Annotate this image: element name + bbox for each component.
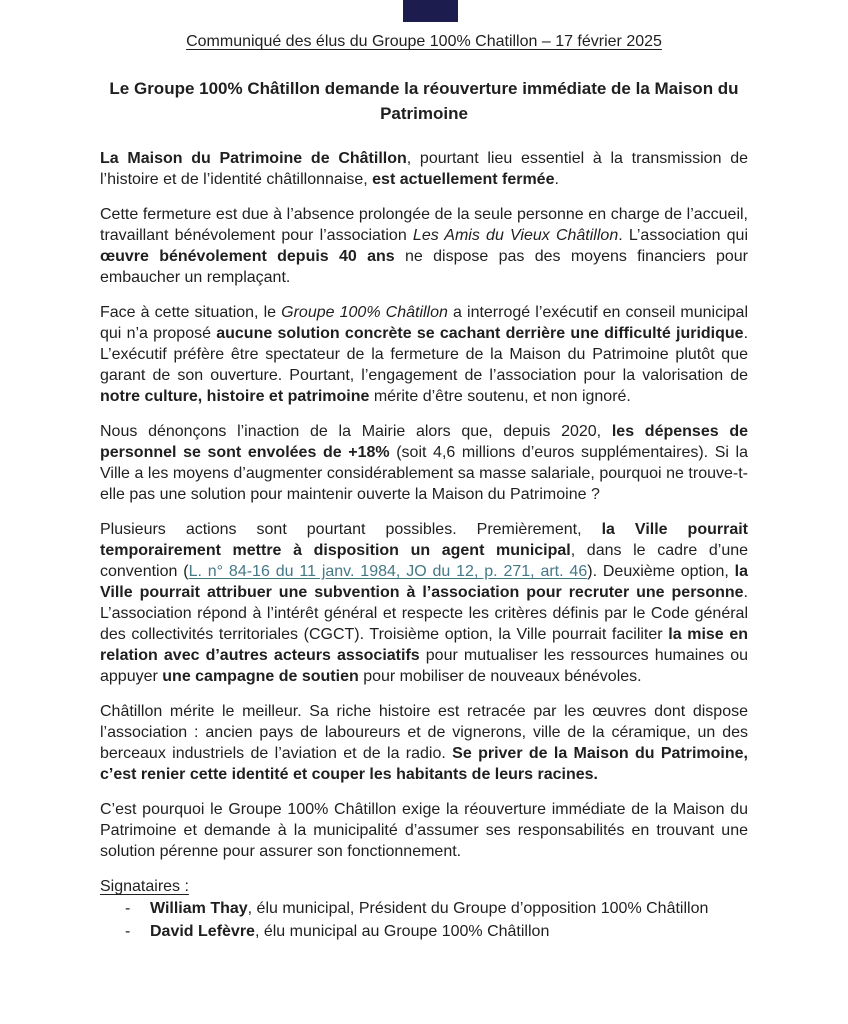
signatures-list	[100, 897, 748, 943]
main-heading: Le Groupe 100% Châtillon demande la réouverture immédiate de la Maison du Patrimoine	[109, 79, 739, 123]
text-run: notre culture, histoire et patrimoine	[100, 388, 370, 405]
text-run: .	[554, 171, 559, 188]
paragraph	[100, 148, 748, 190]
text-run: William Thay	[150, 900, 248, 917]
text-run: (soit 4,6 millions d’euros supplémentaires). Si la Ville a les moyens d’augmenter considérablement sa masse salariale, pourquoi ne trouve-t-elle pas une solution pour maintenir ouverte la Maison du Patrimoine ?	[100, 444, 749, 503]
text-run: ). Deuxième option,	[587, 563, 735, 580]
text-run: , élu municipal, Président du Groupe d’opposition 100% Châtillon	[247, 900, 709, 917]
bullet-dash: -	[125, 900, 131, 917]
signature-item	[100, 897, 748, 920]
text-run: . L’association qui	[618, 227, 749, 244]
paragraph	[100, 519, 748, 687]
paragraph	[100, 302, 748, 407]
text-run: Les Amis du Vieux Châtillon	[412, 227, 619, 244]
text-run: Groupe 100% Châtillon	[281, 304, 448, 321]
text-run: mérite d’être soutenu, et non ignoré.	[369, 388, 631, 405]
legal-reference-link[interactable]: L. n° 84-16 du 11 janv. 1984, JO du 12, p. 271, art. 46	[188, 563, 588, 580]
text-run: , dans le cadre d’une convention (	[100, 542, 749, 580]
text-run: une campagne de soutien	[162, 668, 359, 685]
body-paragraphs	[100, 148, 748, 862]
signature-item	[100, 920, 748, 943]
text-run: , élu municipal au Groupe 100% Châtillon	[254, 923, 550, 940]
logo-mark	[403, 0, 458, 22]
text-run: Cette fermeture est due à l’absence prolongée de la seule personne en charge de l’accueil, travaillant bénévolement pour l’association	[100, 206, 748, 244]
paragraph	[100, 421, 748, 505]
text-run: ne dispose pas des moyens financiers pour embaucher un remplaçant.	[100, 248, 748, 286]
communique-title	[100, 31, 748, 52]
text-run: œuvre bénévolement depuis 40 ans	[100, 248, 395, 265]
communique-title-text: Communiqué des élus du Groupe 100% Chatillon – 17 février 2025	[186, 33, 662, 50]
signatures-label-text: Signataires :	[100, 878, 189, 895]
text-run: , pourtant lieu essentiel à la transmission de l’histoire et de l’identité châtillonnaise,	[100, 150, 749, 188]
text-run: pour mutualiser les ressources humaines ou appuyer	[100, 647, 748, 685]
text-run: C’est pourquoi le Groupe 100% Châtillon exige la réouverture immédiate de la Maison du Patrimoine et demande à la municipalité d’assumer ses responsabilités en trouvant une solution pérenne pour assurer son fonctionnement.	[100, 801, 748, 860]
signature-text	[150, 920, 748, 943]
text-run: a interrogé l’exécutif en conseil municipal qui n’a proposé	[100, 304, 748, 342]
text-run: pour mobiliser de nouveaux bénévoles.	[358, 668, 642, 685]
text-run: La Maison du Patrimoine de Châtillon	[100, 150, 407, 167]
text-run: . L’exécutif préfère être spectateur de la fermeture de la Maison du Patrimoine plutôt que garant de son ouverture. Pourtant, l’engagement de l’association pour la valorisation de	[100, 325, 749, 384]
text-run: . L’association répond à l’intérêt général et respecte les critères définis par le Code général des collectivités territoriales (CGCT). Troisième option, la Ville pourrait faciliter	[100, 584, 748, 643]
text-run: Se priver de la Maison du Patrimoine, c’est renier cette identité et couper les habitants de leurs racines.	[100, 745, 748, 783]
paragraph	[100, 799, 748, 862]
text-run: la mise en relation avec d’autres acteurs associatifs	[100, 626, 749, 664]
text-run: David Lefèvre	[150, 923, 255, 940]
text-run: est actuellement fermée	[372, 171, 555, 188]
signatures-label	[100, 876, 748, 897]
signature-text	[150, 897, 748, 920]
paragraph	[100, 204, 748, 288]
text-run: aucune solution concrète se cachant derrière une difficulté juridique	[216, 325, 744, 342]
bullet-dash: -	[125, 923, 131, 940]
text-run: Châtillon mérite le meilleur. Sa riche histoire est retracée par les œuvres dont dispose l’association : ancien pays de laboureurs et de vignerons, ville de la céramique, un des berceaux industriels de l’aviation et de la radio.	[100, 703, 748, 762]
text-run: la Ville pourrait temporairement mettre à disposition un agent municipal	[100, 521, 748, 559]
text-run: Face à cette situation, le	[100, 304, 282, 321]
text-run: la Ville pourrait attribuer une subvention à l’association pour recruter une personne	[100, 563, 748, 601]
text-run: Nous dénonçons l’inaction de la Mairie alors que, depuis 2020,	[100, 423, 612, 440]
text-run: les dépenses de personnel se sont envolées de +18%	[100, 423, 748, 461]
paragraph	[100, 701, 748, 785]
text-run: Plusieurs actions sont pourtant possibles. Premièrement,	[100, 521, 602, 538]
